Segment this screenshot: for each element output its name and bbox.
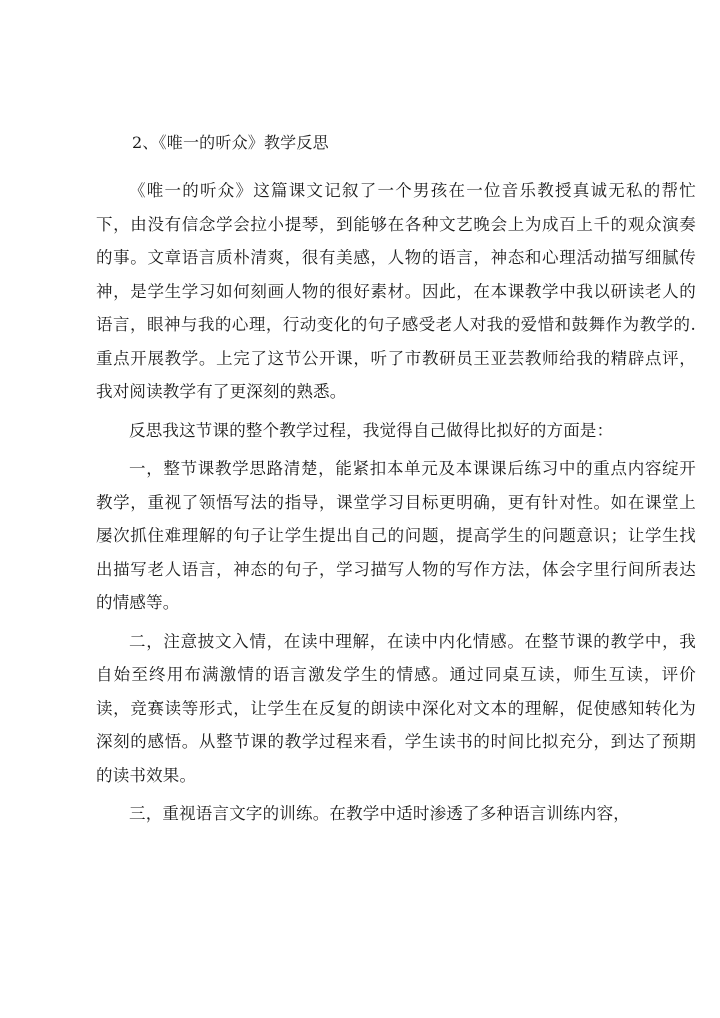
paragraph-point-three: 三，重视语言文字的训练。在教学中适时渗透了多种语言训练内容， — [129, 804, 630, 823]
paragraph-intro: 《唯一的听众》这篇课文记叙了一个男孩在一位音乐教授真诚无私的帮忙下，由没有信念学会拉小提琴，到能够在各种文艺晚会上为成百上千的观众演奏的事。文章语言质朴清爽，很有美感，人物的语言，神态和心理活动描写细腻传神，是学生学习如何刻画人物的很好素材。因此，在本课教学中我以研读老人的语言，眼神与我的心理，行动变化的句子感受老人对我的爱惜和鼓舞作为教学的.重点开展教学。上完了这节公开课，听了市教研员王亚芸教师给我的精辟点评，我对阅读教学有了更深刻的熟悉。 — [96, 181, 696, 401]
paragraph-point-one: 一，整节课教学思路清楚，能紧扣本单元及本课课后练习中的重点内容绽开教学，重视了领悟写法的指导，课堂学习目标更明确，更有针对性。如在课堂上屡次抓住难理解的句子让学生提出自己的问题，提高学生的问题意识；让学生找出描写老人语言，神态的句子，学习描写人物的写作方法，体会字里行间所表达的情感等。 — [96, 459, 696, 612]
paragraph-reflection-lead: 反思我这节课的整个教学过程，我觉得自己做得比拟好的方面是： — [129, 420, 614, 440]
section-heading: 2、《唯一的听众》教学反思 — [132, 133, 329, 152]
paragraph-point-two: 二，注意披文入情，在读中理解，在读中内化情感。在整节课的教学中，我自始至终用布满激情的语言激发学生的情感。通过同桌互读，师生互读，评价读，竞赛读等形式，让学生在反复的朗读中深化对文本的理解，促使感知转化为深刻的感悟。从整节课的教学过程来看，学生读书的时间比拟充分，到达了预期的读书效果。 — [96, 631, 696, 785]
body-text — [96, 174, 696, 831]
